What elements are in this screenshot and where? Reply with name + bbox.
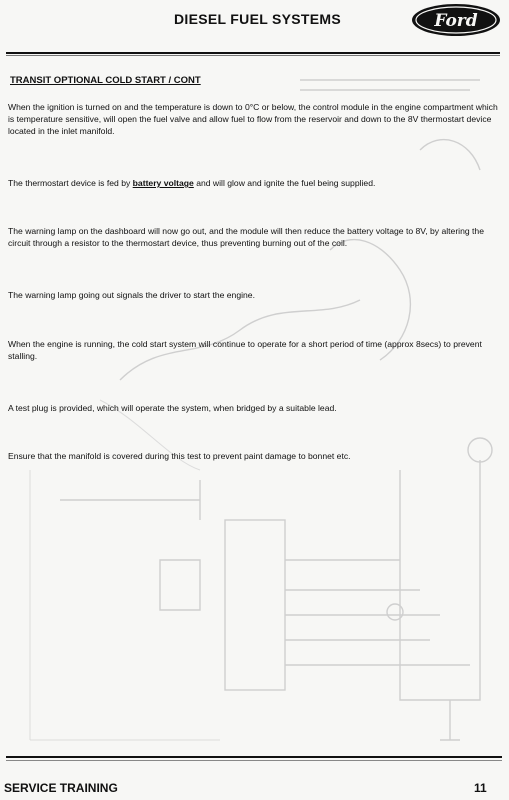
footer-divider-thin bbox=[6, 760, 502, 761]
paragraph-ignition: When the ignition is turned on and the temperature is down to 0°C or below, the control module in the engine compartment which is temperature sensitive, will open the fuel valve and allow fuel to flow from the reservoir and down to the 8V thermostart device located in the inlet manifold. bbox=[8, 102, 498, 136]
paragraph-text: The thermostart device is fed by bbox=[8, 178, 133, 188]
paragraph-text: and will glow and ignite the fuel being supplied. bbox=[193, 178, 376, 188]
page-number: 11 bbox=[474, 781, 487, 795]
footer-section-label: SERVICE TRAINING bbox=[4, 781, 118, 795]
ford-logo bbox=[410, 2, 502, 38]
battery-voltage-emphasis: battery voltage bbox=[132, 178, 194, 188]
header-divider bbox=[6, 52, 500, 54]
logo-text: Ford bbox=[434, 11, 478, 31]
paragraph-thermostart-feed bbox=[8, 177, 498, 189]
header-divider-thin bbox=[6, 55, 500, 56]
paragraph-engine-running: When the engine is running, the cold start system will continue to operate for a short period of time (approx 8secs) to prevent stalling. bbox=[8, 339, 482, 361]
page-title: DIESEL FUEL SYSTEMS bbox=[174, 11, 341, 27]
section-heading: TRANSIT OPTIONAL COLD START / CONT bbox=[10, 75, 201, 86]
paragraph-warning-lamp: The warning lamp on the dashboard will now go out, and the module will then reduce the battery voltage to 8V, by altering the circuit through a resistor to the thermostart device, thus preventing burning out of the coil. bbox=[8, 226, 484, 248]
paragraph-manifold-warning: Ensure that the manifold is covered during this test to prevent paint damage to bonnet etc. bbox=[8, 451, 351, 461]
paragraph-start-signal: The warning lamp going out signals the driver to start the engine. bbox=[8, 290, 255, 300]
paragraph-test-plug: A test plug is provided, which will operate the system, when bridged by a suitable lead. bbox=[8, 403, 337, 413]
footer-divider bbox=[6, 756, 502, 758]
